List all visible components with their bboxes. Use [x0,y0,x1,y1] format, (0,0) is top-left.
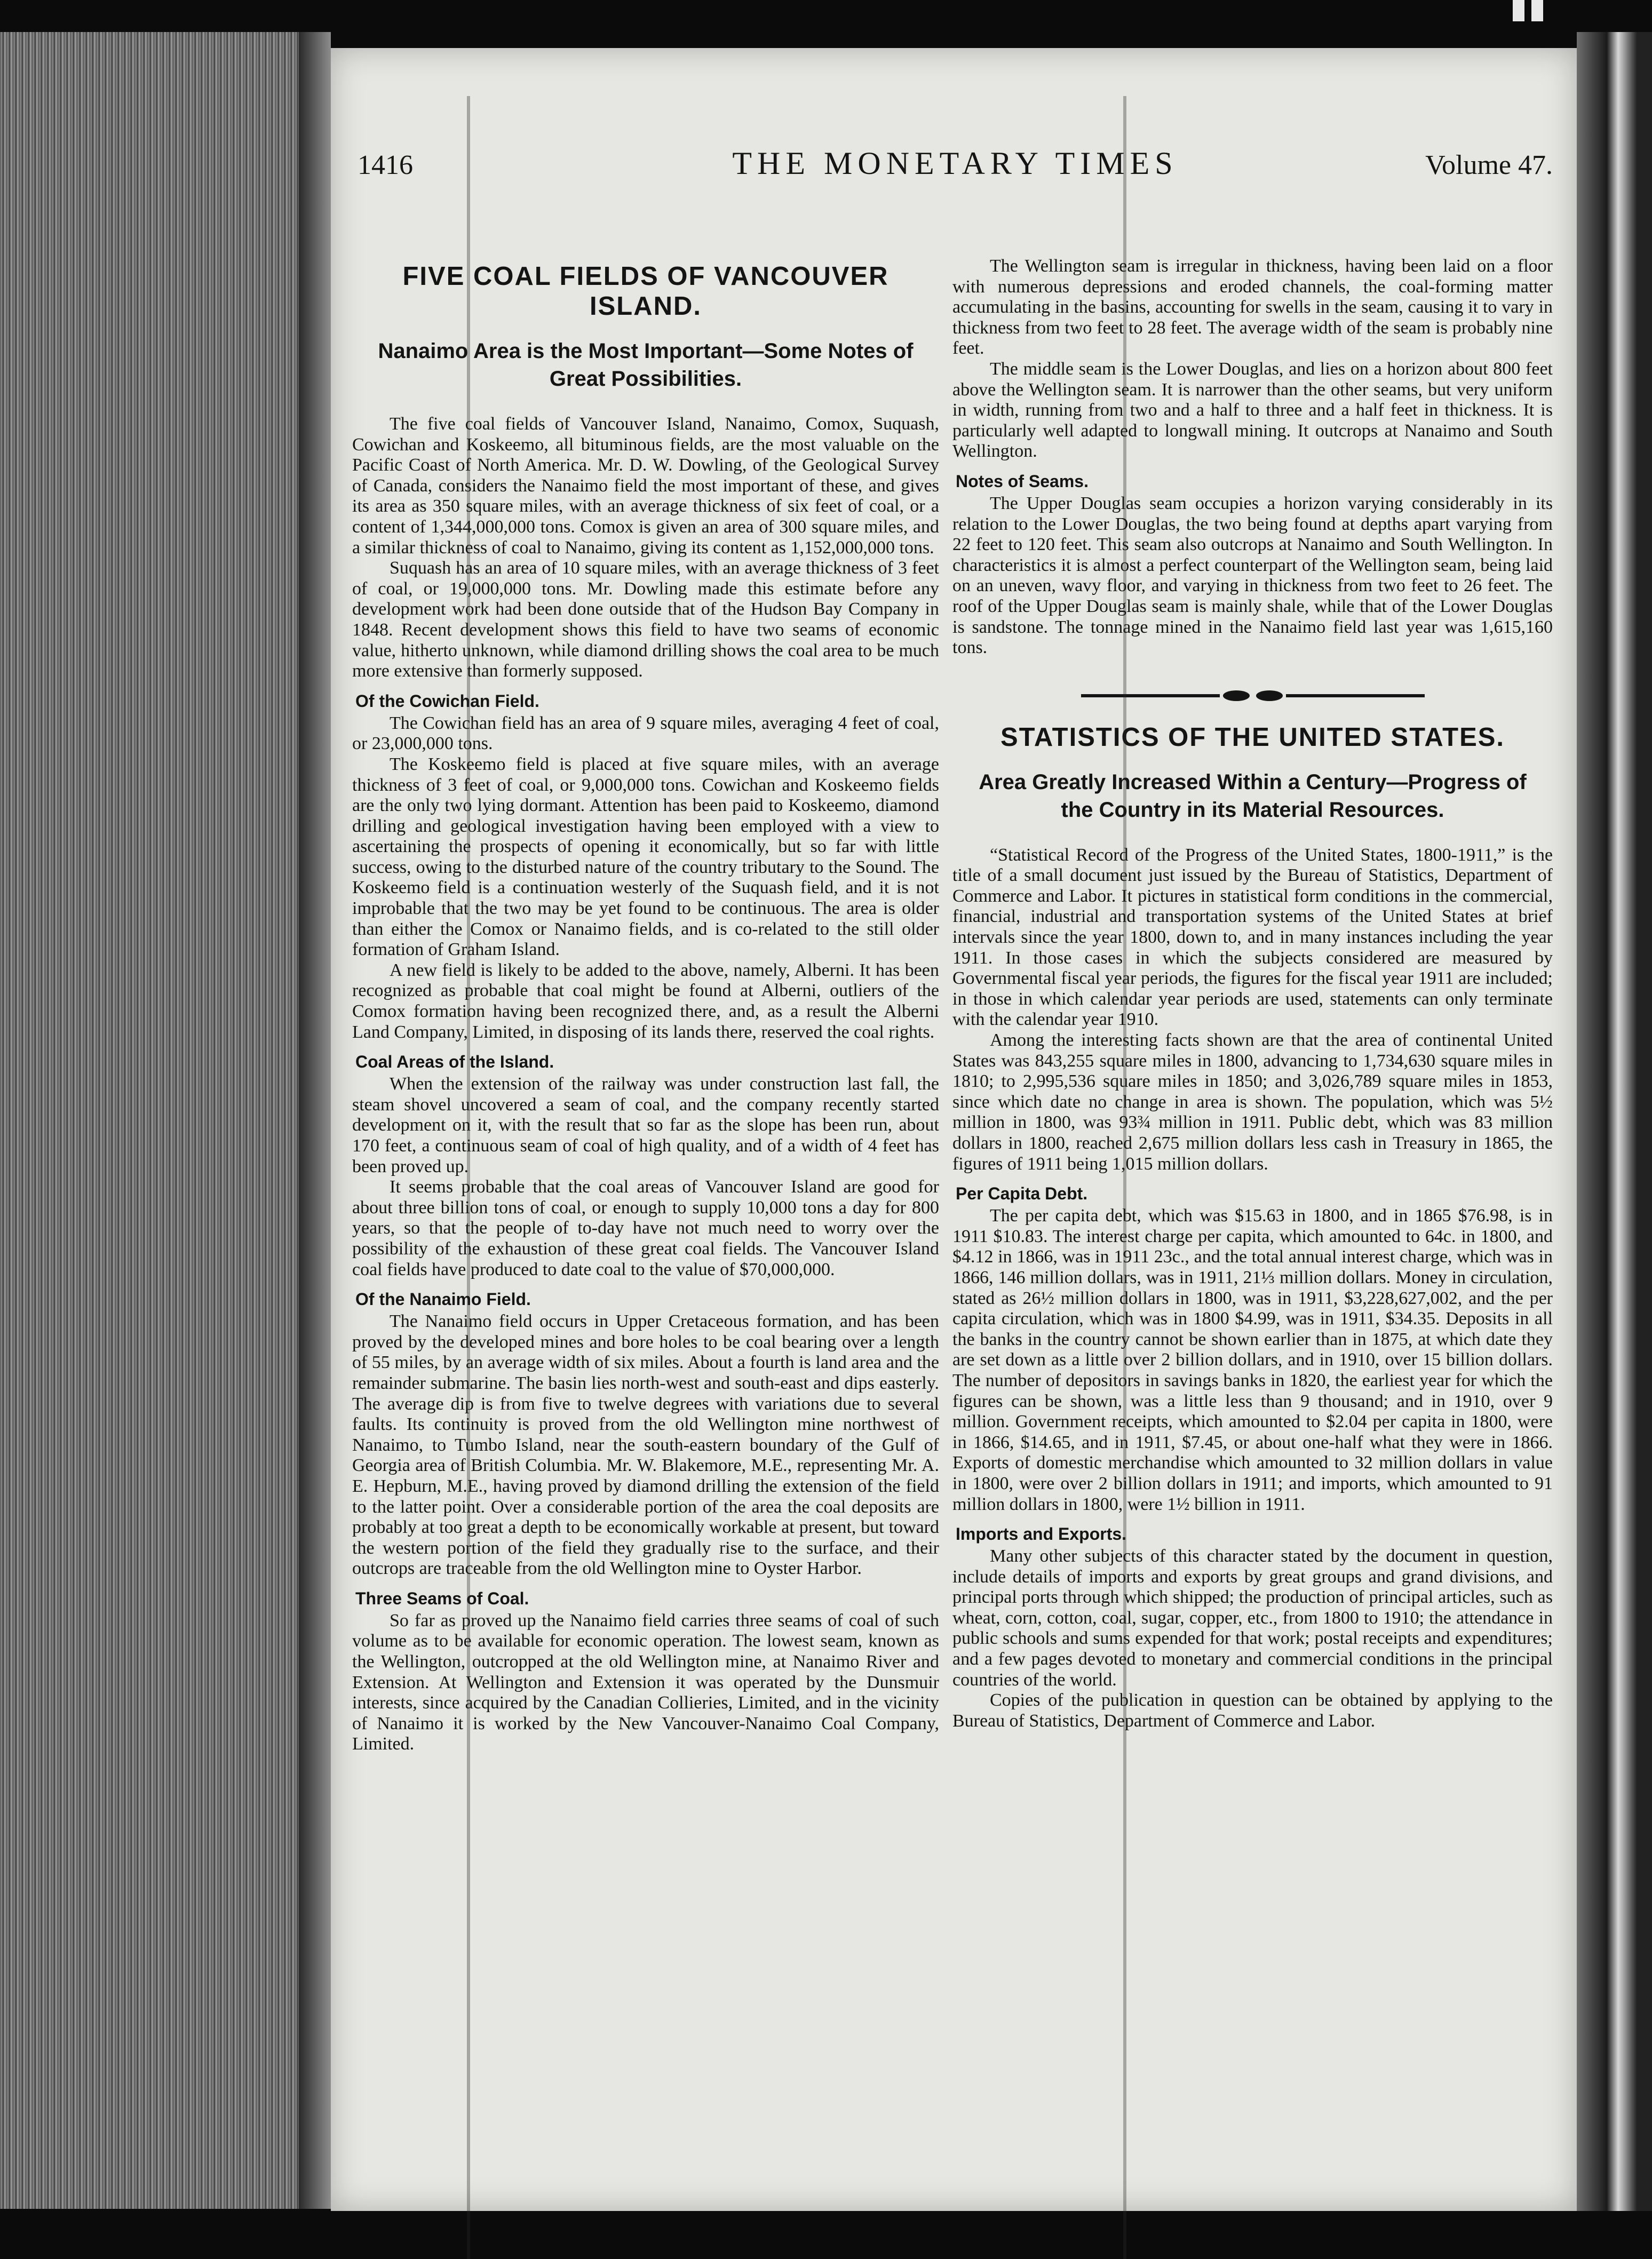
section-heading-nanaimo: Of the Nanaimo Field. [355,1290,531,1309]
paragraph: The Koskeemo field is placed at five square miles, with an average thickness of 3 feet of coal, or 9,000,000 tons. Cowichan and Koskeemo fields are the only two lying dormant. Attention has been paid to Koskeemo, diamond drilling and geological investigation having been employed with a view to ascertaining the prospects of opening it economically, but so far with little success, owing to the disturbed nature of the country tributary to the Sound. The Koskeemo field is a continuation westerly of the Suquash field, and it is not improbable that the two may be yet found to be continuous. The area is older than either the Comox or Nanaimo fields, and is co-related to the still older formation of Graham Island. [352,754,939,960]
paragraph: So far as proved up the Nanaimo field carries three seams of coal of such volume as to be available for economic operation. The lowest seam, known as the Wellington, outcropped at the old Wellington mine, at Nanaimo River and Extension. At Wellington and Extension it was operated by the Dunsmuir interests, since acquired by the Canadian Collieries, Limited, and in the vicinity of Nanaimo it is worked by the New Vancouver-Nanaimo Coal Company, Limited. [352,1610,939,1754]
next-page-edge [1577,32,1652,2211]
article-subhead-coal: Nanaimo Area is the Most Important—Some Notes of Great Possibilities. [378,339,914,391]
article-subhead-statistics: Area Greatly Increased Within a Century—Progress of the Country in its Material Resources. [979,770,1527,822]
page-number: 1416 [358,150,413,180]
scan-mark-top-right [1531,0,1543,21]
paragraph: It seems probable that the coal areas of Vancouver Island are good for about three billion tons of coal, or enough to supply 10,000 tons a day for 800 years, so that the people of to-day have not much need to worry over the possibility of the exhaustion of these great coal fields. The Vancouver Island coal fields have produced to date coal to the value of $70,000,000. [352,1177,939,1279]
section-heading-imports: Imports and Exports. [956,1524,1127,1544]
book-page-stack [0,32,299,2209]
paragraph: The middle seam is the Lower Douglas, and lies on a horizon about 800 feet above the Wellington seam. It is narrower than the other seams, but very uniform in width, running from two and a half to three and a half feet in thickness. It is particularly well adapted to longwall mining. It outcrops at Nanaimo and South Wellington. [952,359,1553,462]
paragraph: Many other subjects of this character stated by the document in question, include details of imports and exports by great groups and grand divisions, and principal ports through which shipped; the production of principal articles, such as wheat, corn, cotton, coal, sugar, copper, etc., from 1800 to 1910; the attendance in public schools and sums expended for that work; postal receipts and expenditures; and a few pages devoted to monetary and commercial conditions in the principal countries of the world. [952,1546,1553,1690]
scan-artifact-line [467,96,470,2259]
article-headline-coal: FIVE COAL FIELDS OF VANCOUVER ISLAND. [402,262,889,321]
journal-title: THE MONETARY TIMES [732,146,1178,181]
section-heading-per-capita: Per Capita Debt. [956,1184,1088,1204]
paragraph: The five coal fields of Vancouver Island, Nanaimo, Comox, Suquash, Cowichan and Koskeemo, all bituminous fields, are the most valuable on the Pacific Coast of North America. Mr. D. W. Dowling, of the Geological Survey of Canada, considers the Nanaimo field the most important of these, and gives its area as 350 square miles, with an average thickness of six feet of coal, or a content of 1,344,000,000 tons. Comox is given an area of 300 square miles, and a similar thickness of coal to Nanaimo, giving its content as 1,152,000,000 tons. [352,414,939,558]
paragraph: A new field is likely to be added to the above, namely, Alberni. It has been recognized as probable that coal might be found at Alberni, outliers of the Comox formation having been recognized there, and, as a result the Alberni Land Company, Limited, in disposing of its lands there, reserved the coal rights. [352,960,939,1042]
paragraph: Suquash has an area of 10 square miles, with an average thickness of 3 feet of coal, or 19,000,000 tons. Mr. Dowling made this estimate before any development work had been done outside that of the Hudson Bay Company in 1848. Recent development shows this field to have two seams of economic value, hitherto unknown, while diamond drilling shows the coal area to be much more extensive than formerly supposed. [352,558,939,681]
paragraph: The per capita debt, which was $15.63 in 1800, and in 1865 $76.98, is in 1911 $10.83. The interest charge per capita, which amounted to 64c. in 1800, and $4.12 in 1866, was in 1911 23c., and the total annual interest charge, which was in 1866, 146 million dollars, was in 1911, 21⅓ million dollars. Money in circulation, stated as 26½ million dollars in 1800, was in 1911, $3,228,627,002, and the per capita circulation, which was in 1800 $4.99, was in 1911, $34.35. Deposits in all the banks in the country cannot be shown earlier than in 1875, at which date they are set down as a little over 2 billion dollars, and in 1910, over 15 billion dollars. The number of depositors in savings banks in 1820, the earliest year for which the figures can be shown, was a little less than 9 thousand; and in 1910, over 9 million. Government receipts, which amounted to $2.04 per capita in 1800, were in 1866, $14.65, and in 1911, $7.45, or about one-half what they were in 1866. Exports of domestic merchandise which amounted to 32 million dollars in value in 1800, were over 2 billion dollars in 1911; and imports, which amounted to 91 million dollars in 1800, were 1½ billion in 1911. [952,1206,1553,1514]
paragraph: Copies of the publication in question can be obtained by applying to the Bureau of Statistics, Department of Commerce and Labor. [952,1690,1553,1731]
paragraph: When the extension of the railway was under construction last fall, the steam shovel uncovered a seam of coal, and the company recently started development on it, with the result that so far as the slope has been run, about 170 feet, a continuous seam of coal of high quality, and of a width of 4 feet has been proved up. [352,1074,939,1176]
right-column [952,203,1553,1731]
volume-label: Volume 47. [1425,150,1553,180]
spine-shadow [299,32,331,2209]
section-heading-seams: Three Seams of Coal. [355,1588,529,1608]
section-heading-cowichan: Of the Cowichan Field. [355,691,539,711]
section-heading-notes: Notes of Seams. [956,471,1089,491]
scan-artifact-line [1123,96,1126,2259]
section-heading-areas: Coal Areas of the Island. [355,1052,554,1072]
scan-mark-top-left [1513,0,1524,21]
left-column [352,203,939,1755]
paragraph: The Cowichan field has an area of 9 square miles, averaging 4 feet of coal, or 23,000,000 tons. [352,713,939,754]
paragraph: The Upper Douglas seam occupies a horizon varying considerably in its relation to the Lower Douglas, the two being found at depths apart varying from 22 feet to 120 feet. This seam also outcrops at Nanaimo and South Wellington. In characteristics it is almost a perfect counterpart of the Wellington seam, being laid on an uneven, wavy floor, and varying in thickness from two feet to 26 feet. The roof of the Upper Douglas seam is mainly shale, while that of the Lower Douglas is sandstone. The tonnage mined in the Nanaimo field last year was 1,615,160 tons. [952,493,1553,658]
paragraph: “Statistical Record of the Progress of the United States, 1800-1911,” is the title of a small document just issued by the Bureau of Statistics, Department of Commerce and Labor. It pictures in statistical form conditions in the commercial, financial, industrial and transportation systems of the United States at brief intervals since the year 1800, down to, and in many instances including the year 1911. In those cases in which the subjects considered are measured by Governmental fiscal year periods, the figures for the fiscal year 1911 are included; in those in which calendar year periods are used, statements can only terminate with the calendar year 1910. [952,845,1553,1030]
paragraph: The Wellington seam is irregular in thickness, having been laid on a floor with numerous depressions and eroded channels, the coal-forming matter accumulating in the basins, accounting for swells in the seam, causing it to vary in thickness from two feet to 28 feet. The average width of the seam is probably nine feet. [952,256,1553,359]
newspaper-page [331,48,1577,2211]
paragraph: The Nanaimo field occurs in Upper Cretaceous formation, and has been proved by the developed mines and bore holes to be coal bearing over a length of 55 miles, by an average width of six miles. About a fourth is land area and the remainder submarine. The basin lies north-west and south-east and dips easterly. The average dip is from five to twelve degrees with variations due to several faults. Its continuity is proved from the old Wellington mine northwest of Nanaimo, to Tumbo Island, near the south-eastern boundary of the Gulf of Georgia area of British Columbia. Mr. W. Blakemore, M.E., representing Mr. A. E. Hepburn, M.E., having proved by diamond drilling the extension of the field to the latter point. Over a considerable portion of the area the coal deposits are probably at too great a depth to be economically workable at present, but toward the western portion of the field they gradually rise to the surface, and their outcrops are traceable from the old Wellington mine to Oyster Harbor. [352,1311,939,1579]
paragraph: Among the interesting facts shown are that the area of continental United States was 843,255 square miles in 1800, advancing to 1,734,630 square miles in 1810; to 2,995,536 square miles in 1850; and 3,026,789 square miles in 1853, since which date no change in area is shown. The population, which was 5½ million in 1800, was 93¾ million in 1911. Public debt, which was 83 million dollars in 1800, reached 2,675 million dollars less cash in Treasury in 1865, the figures of 1911 being 1,015 million dollars. [952,1030,1553,1174]
section-divider-ornament [952,690,1553,701]
article-headline-statistics: STATISTICS OF THE UNITED STATES. [1000,722,1505,752]
page-header [358,139,1553,187]
